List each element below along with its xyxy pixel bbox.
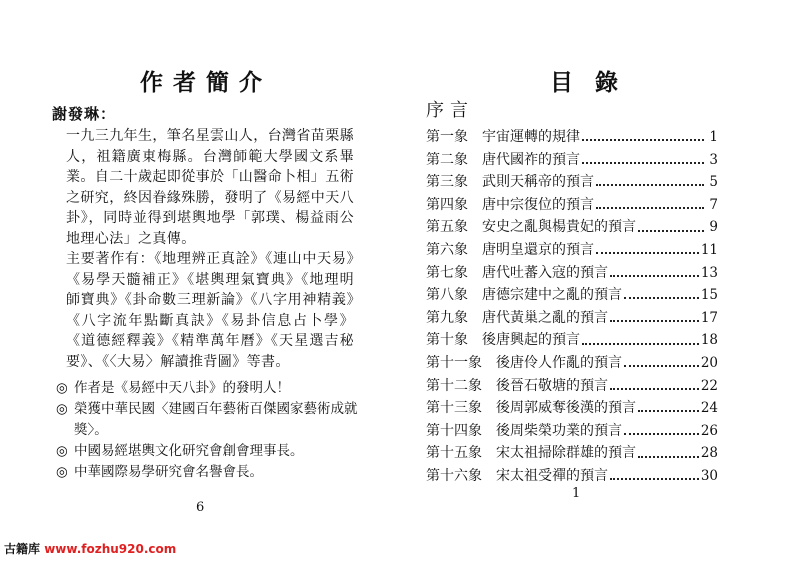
toc-entry-title: 唐代吐蕃入寇的預言 [482, 264, 608, 281]
toc-entry [426, 216, 718, 239]
toc-entry [426, 149, 718, 172]
bullet-icon: ◎ [56, 401, 68, 417]
author-notes [56, 378, 368, 483]
toc-entry-title: 後周柴榮功業的預言 [496, 422, 622, 439]
toc-entry-number: 第一象 [426, 129, 468, 145]
toc-leader-dots [582, 139, 704, 141]
toc-entry [426, 329, 718, 352]
note-item [56, 462, 368, 483]
author-name: 謝發琳： [52, 105, 117, 123]
toc-entry [426, 194, 718, 217]
toc-leader-dots [638, 456, 699, 458]
toc-entry [426, 171, 718, 194]
toc-entry-number: 第五象 [426, 219, 468, 236]
toc-entry-number: 第十三象 [426, 400, 482, 417]
toc-entry-title: 唐中宗復位的預言 [482, 196, 594, 213]
toc-entry-title: 後周郭威奪後漢的預言 [496, 400, 636, 417]
toc-entry-page: 30 [700, 467, 718, 484]
note-text: 作者是《易經中天八卦》的發明人！ [74, 380, 290, 396]
note-text: 中國易經堪輿文化研究會創會理事長。 [74, 443, 304, 459]
toc-leader-dots [582, 343, 699, 345]
toc-leader-dots [610, 388, 699, 390]
watermark-url: www.fozhu920.com [44, 542, 177, 556]
toc-entry-number: 第三象 [426, 174, 468, 191]
toc-entry-number: 第十二象 [426, 377, 482, 394]
toc-entry [426, 239, 718, 262]
toc-leader-dots [596, 252, 699, 254]
toc-leader-dots [582, 162, 704, 164]
toc-entry-title: 後唐伶人作亂的預言 [496, 354, 622, 371]
watermark [4, 540, 176, 557]
toc-entry [426, 352, 718, 375]
toc-leader-dots [596, 184, 704, 186]
toc-entry-title: 宋太祖掃除群雄的預言 [496, 445, 636, 462]
toc-entry-number: 第二象 [426, 151, 468, 168]
toc-entry [426, 126, 718, 149]
toc-entry-page: 20 [700, 354, 718, 371]
toc-entry-number: 第八象 [426, 287, 468, 304]
toc-entry [426, 284, 718, 307]
note-item [56, 441, 368, 462]
preface-entry: 序言 [426, 100, 474, 121]
toc-entry-number: 第十四象 [426, 422, 482, 439]
right-page [396, 0, 793, 561]
toc-entry-number: 第九象 [426, 309, 468, 326]
author-bio [66, 126, 354, 372]
note-item [56, 399, 368, 441]
toc-entry-title: 唐明皇還京的預言 [482, 241, 594, 258]
toc-entry-page: 9 [709, 219, 718, 236]
toc-entry [426, 420, 718, 443]
toc-entry [426, 442, 718, 465]
toc-leader-dots [638, 230, 704, 232]
toc-entry-page: 18 [700, 332, 718, 349]
toc-entry-page: 13 [700, 264, 718, 281]
toc-entry [426, 375, 718, 398]
toc-entry-number: 第十一象 [426, 354, 482, 371]
toc-entry-page: 22 [700, 377, 718, 394]
toc-entry [426, 397, 718, 420]
toc-leader-dots [624, 365, 699, 367]
toc-entry-title: 唐代黃巢之亂的預言 [482, 309, 608, 326]
toc-leader-dots [624, 433, 699, 435]
toc-entry-page: 5 [709, 174, 718, 191]
toc-leader-dots [624, 297, 699, 299]
toc-entry-title: 宇宙運轉的規律 [482, 129, 580, 145]
bullet-icon: ◎ [56, 380, 68, 396]
toc-entry-title: 後晉石敬塘的預言 [496, 377, 608, 394]
toc-entry-page: 15 [700, 287, 718, 304]
toc-entry-title: 宋太祖受禪的預言 [496, 467, 608, 484]
toc-leader-dots [638, 410, 699, 412]
toc-entry [426, 307, 718, 330]
toc-entry-page: 3 [709, 151, 718, 168]
toc-title: 目錄 [550, 69, 640, 96]
toc-entry-page: 7 [709, 196, 718, 213]
toc-entry-number: 第十象 [426, 332, 468, 349]
toc-entry-number: 第十六象 [426, 467, 482, 484]
toc-leader-dots [596, 207, 704, 209]
toc-entry-number: 第十五象 [426, 445, 482, 462]
left-page [0, 0, 396, 561]
toc-entry-page: 17 [700, 309, 718, 326]
toc-entry [426, 465, 718, 488]
table-of-contents [426, 126, 718, 488]
toc-entry [426, 262, 718, 285]
toc-entry-title: 唐德宗建中之亂的預言 [482, 287, 622, 304]
toc-entry-title: 安史之亂與楊貴妃的預言 [482, 219, 636, 236]
toc-entry-title: 後唐興起的預言 [482, 332, 580, 349]
bio-paragraph: 主要著作有：《地理辨正真詮》《連山中天易》《易學天髓補正》《堪輿理氣寶典》《地理明師寶典》《卦命數三理新論》《八字用神精義》《八字流年點斷真訣》《易卦信息占卜學》《道德經釋義》《精準萬年曆》《天星選吉秘要》、《〈大易〉解讀推背圖》等書。 [66, 251, 354, 370]
note-text: 中華國際易學研究會名譽會長。 [74, 464, 263, 480]
toc-entry-title: 唐代國祚的預言 [482, 151, 580, 168]
page-number: 1 [572, 486, 581, 501]
toc-entry-page: 24 [700, 400, 718, 417]
toc-leader-dots [610, 275, 699, 277]
toc-entry-page: 28 [700, 445, 718, 462]
author-intro-title: 作者簡介 [140, 69, 272, 96]
bullet-icon: ◎ [56, 464, 68, 480]
note-text: 榮獲中華民國〈建國百年藝術百傑國家藝術成就獎〉。 [74, 401, 358, 438]
toc-entry-number: 第七象 [426, 264, 468, 281]
bio-paragraph: 一九三九年生，筆名星雲山人，台灣省苗栗縣人，祖籍廣東梅縣。台灣師範大學國文系畢業。自二十歲起即從事於「山醫命卜相」五術之研究，終因眷緣殊勝，發明了《易經中天八卦》，同時並得到堪輿地學「郭璞、楊益雨公地理心法」之真傳。 [66, 128, 354, 247]
page-number: 6 [196, 500, 205, 515]
toc-entry-number: 第六象 [426, 241, 468, 258]
note-item [56, 378, 368, 399]
toc-leader-dots [610, 478, 699, 480]
toc-entry-page: 26 [700, 422, 718, 439]
toc-leader-dots [610, 320, 699, 322]
toc-entry-number: 第四象 [426, 196, 468, 213]
toc-entry-title: 武則天稱帝的預言 [482, 174, 594, 191]
toc-entry-page: 11 [700, 241, 718, 258]
bullet-icon: ◎ [56, 443, 68, 459]
toc-entry-page: 1 [709, 129, 718, 145]
watermark-site-name: 古籍库 [4, 542, 41, 556]
